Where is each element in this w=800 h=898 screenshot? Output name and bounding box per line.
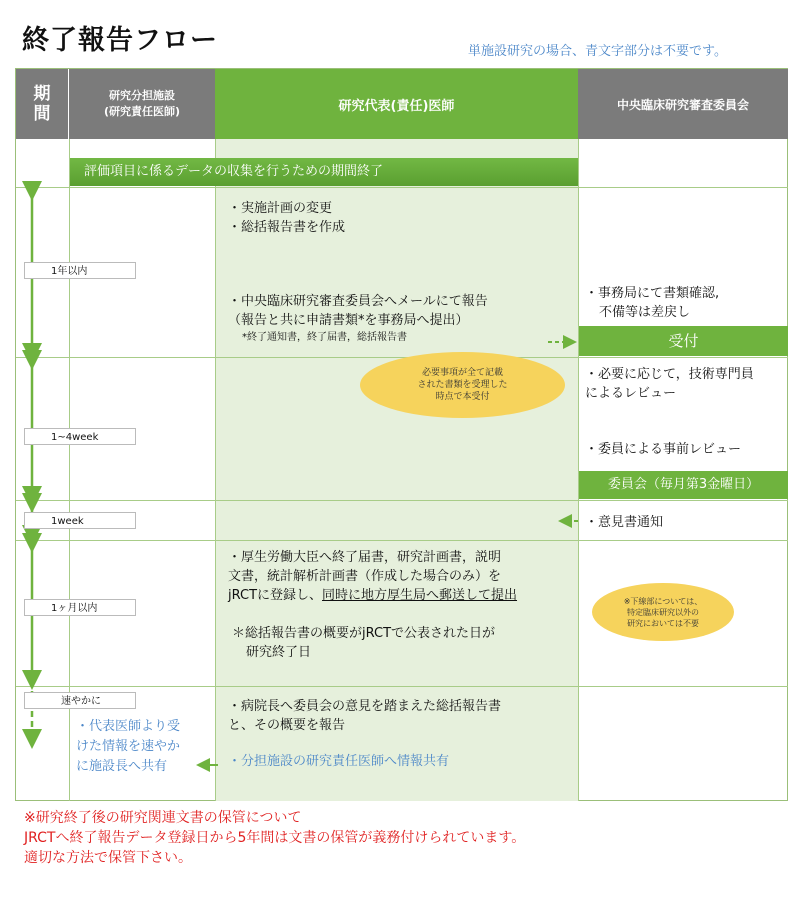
accept-callout (360, 352, 565, 418)
accept-callout-line1: 必要事項が全て記載 (421, 368, 503, 378)
mail-submit-text: 同時に地方厚生局へ郵送して提出 (322, 588, 518, 603)
underline-callout-line2: 特定臨床研究以外の (626, 607, 699, 617)
sub-site-note-line1: ・代表医師より受 (76, 719, 181, 734)
irb-step-pre-review: ・委員による事前レビュー (585, 442, 742, 457)
pi-step-submit-docs: （報告と共に申請書類*を事務局へ提出） (228, 313, 469, 328)
sub-site-note (76, 717, 180, 777)
period-label-4: 1ヶ月以内 (24, 599, 136, 616)
irb-step-opinion-notice: ・意見書通知 (585, 515, 664, 530)
sub-site-note-line2: けた情報を速やか (76, 739, 181, 754)
accept-box: 受付 (579, 326, 788, 356)
pi-step-change-plan: ・実施計画の変更 (228, 201, 333, 216)
pi-step-report-director-line2: と、その概要を報告 (228, 718, 346, 733)
header-sub-site-label: 研究分担施設 (研究責任医師) (103, 89, 181, 118)
irb-step-expert-review-line1: ・必要に応じて，技術専門員 (585, 367, 754, 382)
header-pi-label: 研究代表(責任)医師 (338, 98, 455, 114)
pi-step-report-director-line1: ・病院長へ委員会の意見を踏まえた総括報告書 (228, 699, 502, 714)
underline-callout (592, 583, 734, 641)
irb-step-doc-check-line2: 不備等は差戻し (599, 305, 691, 320)
period-label-1: 1年以内 (24, 262, 136, 279)
pi-step-share-info: ・分担施設の研究責任医師へ情報共有 (228, 754, 450, 769)
committee-meeting-box: 委員会（毎月第3金曜日） (579, 471, 788, 499)
pi-step-email-report: ・中央臨床研究審査委員会へメールにて報告 (228, 294, 488, 309)
page-title: 終了報告フロー (22, 25, 218, 56)
pi-step-docs-note: *終了通知書，終了届書，総括報告書 (242, 332, 407, 343)
footer-line2: JRCTへ終了報告データ登録日から5年間は文書の保管が義務付けられています。 (24, 830, 526, 846)
pi-step-create-report: ・総括報告書を作成 (228, 220, 346, 235)
period-end-banner: 評価項目に係るデータの収集を行うための期間終了 (70, 158, 578, 186)
single-site-note: 単施設研究の場合、青文字部分は不要です。 (468, 44, 727, 59)
sub-site-note-line3: に施設長へ共有 (76, 759, 168, 774)
pi-step-register-line2: 文書，統計解析計画書（作成した場合のみ）を (228, 569, 502, 584)
period-label-3: 1week (24, 512, 136, 529)
footer-line3: 適切な方法で保管下さい。 (24, 850, 192, 866)
pi-step-end-date-line2: 研究終了日 (246, 645, 312, 660)
underline-callout-line3: 研究においては不要 (626, 618, 699, 628)
accept-callout-line3: 時点で本受付 (435, 392, 490, 402)
header-period-label: 期間 (33, 84, 51, 124)
irb-step-expert-review-line2: によるレビュー (585, 386, 677, 401)
header-irb-label: 中央臨床研究審査委員会 (616, 97, 749, 112)
irb-step-doc-check-line1: ・事務局にて書類確認, (585, 286, 720, 301)
jrct-register-text: jRCTに登録し、 (228, 588, 323, 603)
underline-callout-line1: ※下線部については、 (623, 596, 703, 606)
pi-step-register-line1: ・厚生労働大臣へ終了届書，研究計画書，説明 (228, 550, 502, 565)
footer-note (24, 808, 525, 868)
period-label-5: 速やかに (24, 692, 136, 709)
footer-line1: ※研究終了後の研究関連文書の保管について (24, 810, 302, 826)
pi-step-end-date-line1: ＊総括報告書の概要がjRCTで公表された日が (232, 626, 496, 641)
accept-callout-line2: された書類を受理した (417, 380, 508, 390)
period-label-2: 1~4week (24, 428, 136, 445)
